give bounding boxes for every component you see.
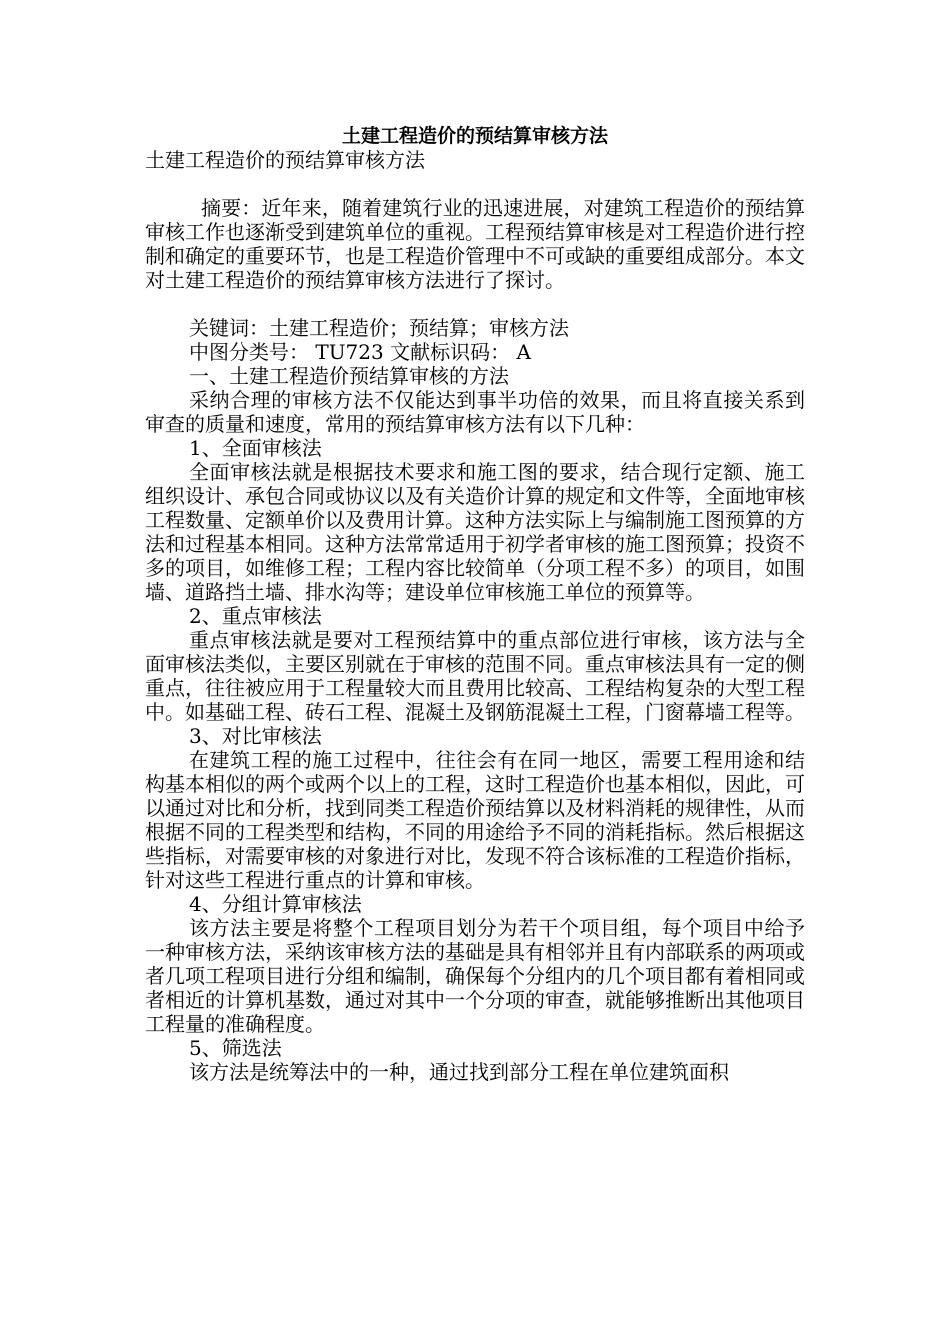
document-subtitle: 土建工程造价的预结算审核方法: [145, 148, 425, 172]
keywords-line: 关键词：土建工程造价；预结算；审核方法: [189, 316, 569, 340]
method-heading-group-review: 4、分组计算审核法: [189, 892, 362, 916]
method-heading-screening: 5、筛选法: [189, 1036, 282, 1060]
section-intro-paragraph: 采纳合理的审核方法不仅能达到事半功倍的效果，而且将直接关系到审查的质量和速度，常用的预结算审核方法有以下几种：: [145, 388, 805, 436]
method-body-group-review: 该方法主要是将整个工程项目划分为若干个项目组，每个项目中给予一种审核方法，采纳该审核方法的基础是具有相邻并且有内部联系的两项或者几项工程项目进行分组和编制，确保每个分组内的几个项目都有着相同或者相近的计算机基数，通过对其中一个分项的审查，就能够推断出其他项目工程量的准确程度。: [145, 916, 805, 1036]
document-title: 土建工程造价的预结算审核方法: [341, 125, 608, 147]
method-heading-comparison-review: 3、对比审核法: [189, 724, 322, 748]
method-body-key-review: 重点审核法就是要对工程预结算中的重点部位进行审核，该方法与全面审核法类似，主要区别就在于审核的范围不同。重点审核法具有一定的侧重点，往往被应用于工程量较大而且费用比较高、工程结构复杂的大型工程中。如基础工程、砖石工程、混凝土及钢筋混凝土工程，门窗幕墙工程等。: [145, 628, 805, 724]
method-body-comparison-review: 在建筑工程的施工过程中，往往会有在同一地区，需要工程用途和结构基本相似的两个或两个以上的工程，这时工程造价也基本相似，因此，可以通过对比和分析，找到同类工程造价预结算以及材料消耗的规律性，从而根据不同的工程类型和结构，不同的用途给予不同的消耗指标。然后根据这些指标，对需要审核的对象进行对比，发现不符合该标准的工程造价指标，针对这些工程进行重点的计算和审核。: [145, 748, 805, 892]
spacer: [145, 172, 805, 196]
abstract-paragraph: 摘要：近年来，随着建筑行业的迅速进展，对建筑工程造价的预结算审核工作也逐渐受到建筑单位的重视。工程预结算审核是对工程造价进行控制和确定的重要环节，也是工程造价管理中不可或缺的重要组成部分。本文对土建工程造价的预结算审核方法进行了探讨。: [145, 196, 805, 292]
spacer: [145, 292, 805, 316]
document-body: [145, 148, 805, 1084]
method-heading-full-review: 1、全面审核法: [189, 436, 322, 460]
section-heading: 一、土建工程造价预结算审核的方法: [189, 364, 509, 388]
method-heading-key-review: 2、重点审核法: [189, 604, 322, 628]
classification-line: 中图分类号： TU723 文献标识码： A: [189, 340, 531, 364]
method-body-full-review: 全面审核法就是根据技术要求和施工图的要求，结合现行定额、施工组织设计、承包合同或协议以及有关造价计算的规定和文件等，全面地审核工程数量、定额单价以及费用计算。这种方法实际上与编制施工图预算的方法和过程基本相同。这种方法常常适用于初学者审核的施工图预算；投资不多的项目，如维修工程；工程内容比较简单（分项工程不多）的项目，如围墙、道路挡土墙、排水沟等；建设单位审核施工单位的预算等。: [145, 460, 805, 604]
method-body-screening: 该方法是统筹法中的一种，通过找到部分工程在单位建筑面积: [189, 1060, 729, 1084]
